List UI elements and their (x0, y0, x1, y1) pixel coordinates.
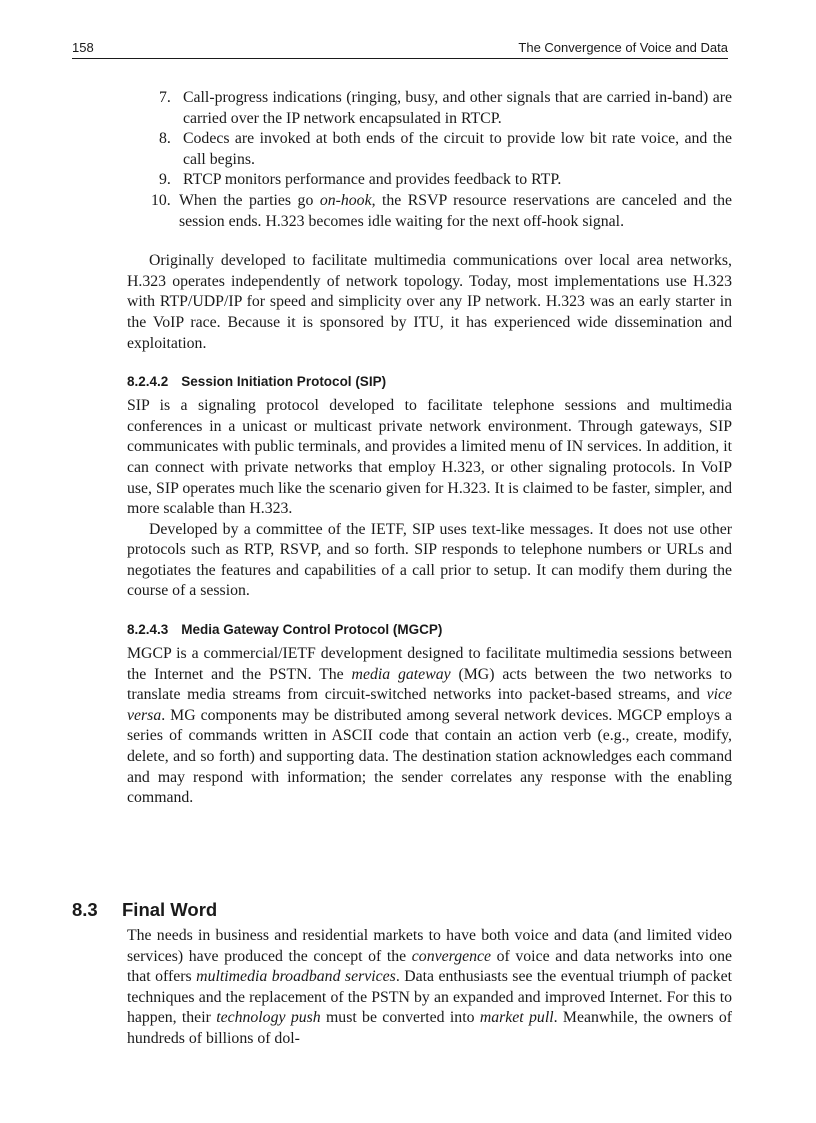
text-run: must be converted into (320, 1009, 480, 1027)
final-word-paragraph (127, 926, 732, 1050)
final-word-heading (72, 898, 217, 922)
sip-subheading-number: 8.2.4.2 (127, 374, 169, 390)
text-run: . MG components may be distributed among several network devices. MGCP employs a series of commands written in ASCII code that contain an action verb (e.g., create, modify, delete, and so forth) and supporting data. The destination station acknowledges each command and may respond with information; the sender correlates any response with the enabling command. (127, 706, 732, 807)
list-item (127, 170, 732, 191)
list-item-text: , the RSVP resource reservations are canceled and the session ends. H.323 becomes idle waiting for the next off-hook signal. (179, 191, 732, 230)
sip-paragraph-2: Developed by a committee of the IETF, SIP uses text-like messages. It does not use other protocols such as RTP, RSVP, and so forth. SIP responds to telephone numbers or URLs and negotiates the features and capabilities of a call prior to setup. It can modify them during the course of a session. (127, 520, 732, 600)
emphasis-on-hook: on-hook (319, 191, 372, 209)
emphasis-media-gateway: media gateway (351, 665, 451, 683)
list-item-text: When the parties go (179, 191, 320, 209)
text-run: MGCP is a commercial/IETF development designed to facilitate multimedia sessions between the Internet and the PSTN. The (127, 645, 732, 683)
sip-subheading-title: Session Initiation Protocol (SIP) (181, 374, 387, 390)
chapter-title: The Convergence of Voice and Data (518, 40, 728, 55)
mgcp-paragraph (127, 644, 732, 809)
list-item-number: 9. (159, 171, 171, 189)
emphasis-multimedia-broadband: multimedia broadband services (196, 968, 396, 986)
list-item-number: 10. (151, 191, 171, 209)
running-head (72, 38, 728, 59)
section-number: 8.3 (72, 899, 98, 921)
text-run: . Meanwhile, the owners of hundreds of billions of dol- (127, 1009, 732, 1047)
list-item (127, 129, 732, 170)
emphasis-technology-push: technology push (216, 1009, 321, 1027)
final-word-body (127, 926, 732, 1050)
page-number: 158 (72, 40, 94, 55)
emphasis-vice-versa: vice versa (127, 686, 732, 724)
sip-paragraph-1: SIP is a signaling protocol developed to facilitate telephone sessions and multimedia conferences in a unicast or multicast private network environment. Through gateways, SIP communicates with public terminals, and provides a limited menu of IN services. In addition, it can connect with private networks that employ H.323, or other signaling protocols. In VoIP use, SIP operates much like the scenario given for H.323. It is claimed to be faster, simpler, and more scalable than H.323. (127, 397, 732, 518)
list-item-text: Codecs are invoked at both ends of the circuit to provide low bit rate voice, and the call begins. (183, 130, 732, 168)
mgcp-subheading (127, 620, 732, 640)
list-item-text: RTCP monitors performance and provides feedback to RTP. (183, 171, 562, 189)
text-run: of voice and data networks into one that offers (127, 947, 732, 986)
list-item (127, 191, 732, 232)
call-setup-steps (127, 88, 732, 232)
section-title: Final Word (122, 899, 218, 921)
list-item-number: 7. (159, 89, 171, 106)
sip-subheading (127, 372, 732, 392)
list-item-text: Call-progress indications (ringing, busy, and other signals that are carried in-band) are carried over the IP network encapsulated in RTCP. (183, 89, 732, 127)
emphasis-convergence: convergence (411, 947, 492, 965)
text-run: . Data enthusiasts see the eventual triumph of packet techniques and the replacement of the PSTN by an expanded and improved Internet. For this to happen, their (127, 968, 732, 1027)
text-run: The needs in business and residential markets to have both voice and data (and limited video services) have produced the concept of the (127, 927, 732, 965)
list-item (127, 88, 732, 129)
mgcp-subheading-title: Media Gateway Control Protocol (MGCP) (181, 622, 443, 638)
page-body (127, 88, 732, 809)
mgcp-subheading-number: 8.2.4.3 (127, 622, 169, 638)
h323-paragraph: Originally developed to facilitate multimedia communications over local area networks, H.323 operates independently of network topology. Today, most implementations use H.323 with RTP/UDP/IP for speed and simplicity over any IP network. H.323 was an early starter in the VoIP race. Because it is sponsored by ITU, it has experienced wide dissemination and exploitation. (127, 252, 732, 352)
text-run: (MG) acts between the two networks to translate media streams from circuit-switched networks into packet-based streams, and (127, 665, 732, 704)
emphasis-market-pull: market pull (479, 1009, 554, 1027)
list-item-number: 8. (159, 130, 171, 148)
